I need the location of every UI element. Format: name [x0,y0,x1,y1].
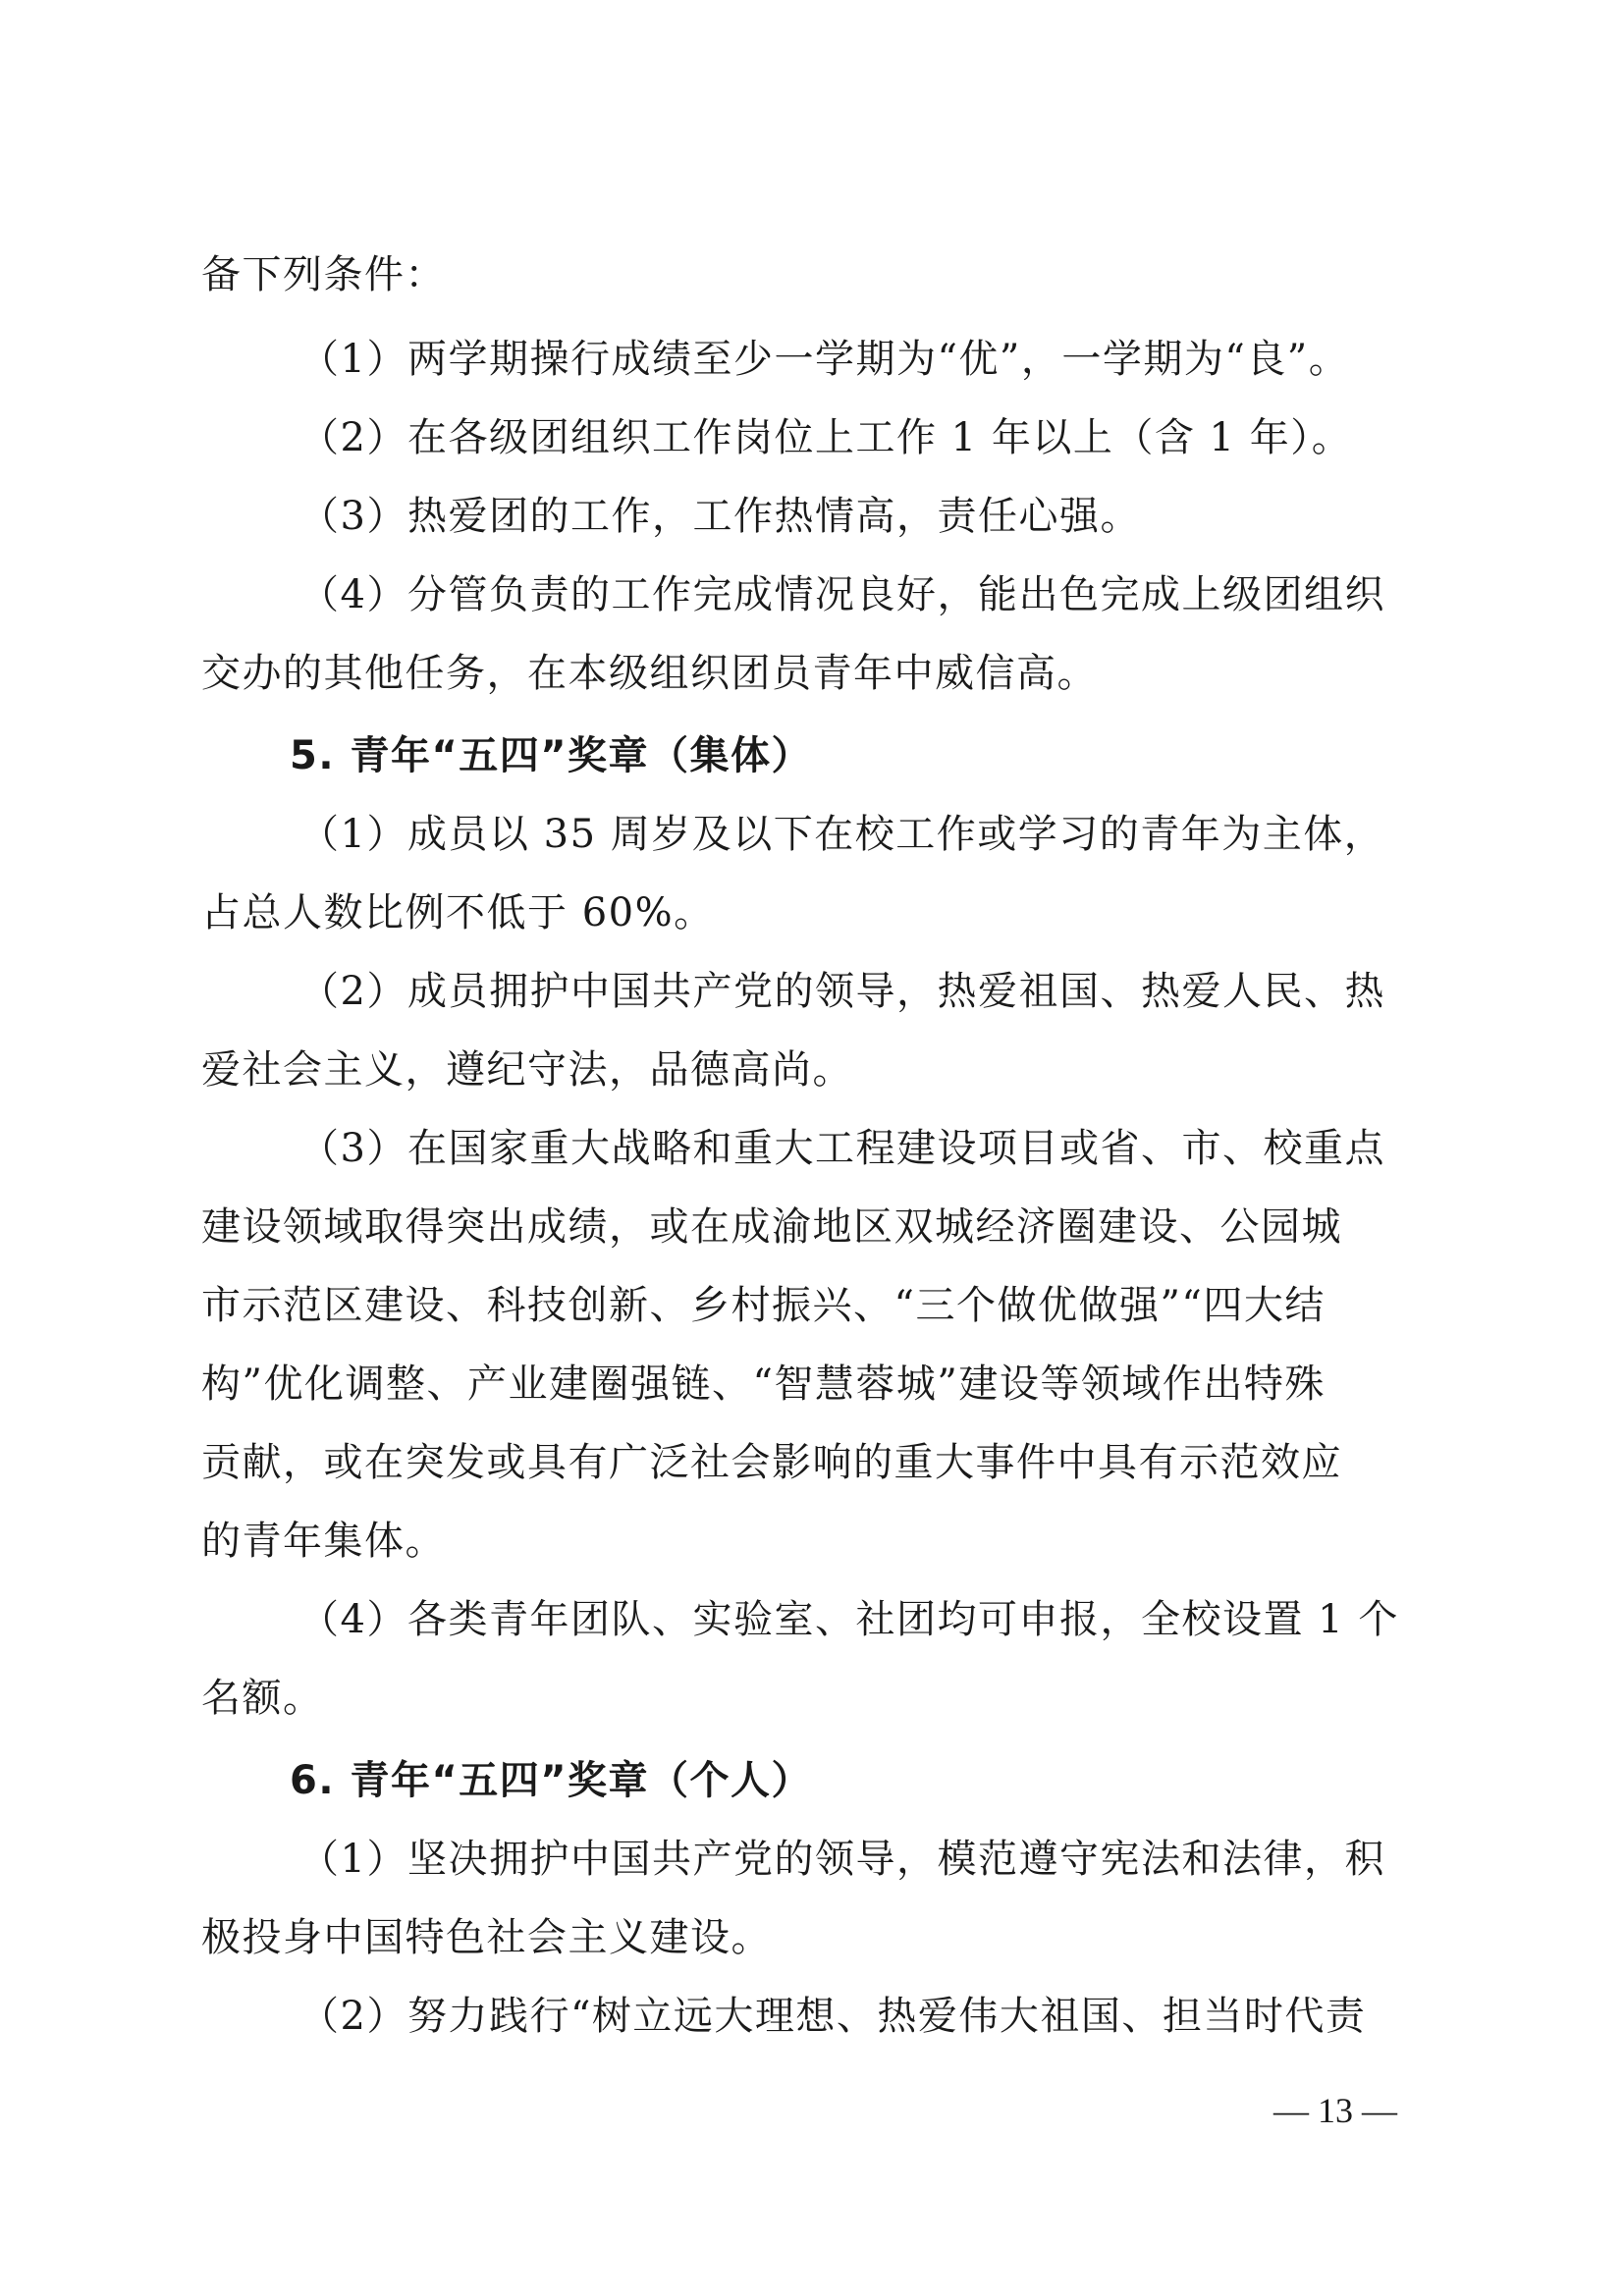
body-line-19: 名额。 [201,1676,324,1721]
body-line-21: （1）坚决拥护中国共产党的领导，模范遵守宪法和法律，积 [299,1837,1385,1882]
body-line-23: （2）努力践行“树立远大理想、热爱伟大祖国、担当时代责 [299,1994,1367,2039]
body-line-6: 交办的其他任务，在本级组织团员青年中威信高。 [201,651,1098,696]
section-heading-5: 5. 青年“五四”奖章（集体） [290,733,813,778]
body-line-11: 爱社会主义，遵纪守法，品德高尚。 [201,1047,853,1093]
body-line-14: 市示范区建设、科技创新、乡村振兴、“三个做优做强”“四大结 [201,1283,1326,1328]
body-line-9: 占总人数比例不低于 60%。 [201,890,715,935]
body-line-15: 构”优化调整、产业建圈强链、“智慧蓉城”建设等领域作出特殊 [201,1362,1326,1407]
body-line-16: 贡献，或在突发或具有广泛社会影响的重大事件中具有示范效应 [201,1440,1342,1485]
body-line-4: （3）热爱团的工作，工作热情高，责任心强。 [299,494,1141,539]
body-line-13: 建设领域取得突出成绩，或在成渝地区双城经济圈建设、公园城 [201,1204,1342,1250]
body-line-2: （1）两学期操行成绩至少一学期为“优”，一学期为“良”。 [299,337,1350,382]
body-line-10: （2）成员拥护中国共产党的领导，热爱祖国、热爱人民、热 [299,969,1385,1014]
body-line-17: 的青年集体。 [201,1519,446,1564]
body-line-3: （2）在各级团组织工作岗位上工作 1 年以上（含 1 年）。 [299,415,1353,460]
body-line-1: 备下列条件： [201,252,446,297]
body-line-18: （4）各类青年团队、实验室、社团均可申报，全校设置 1 个 [299,1597,1399,1642]
page-number: — 13 — [1273,2091,1397,2130]
body-line-8: （1）成员以 35 周岁及以下在校工作或学习的青年为主体， [299,812,1385,857]
section-heading-6: 6. 青年“五四”奖章（个人） [290,1758,813,1803]
body-line-22: 极投身中国特色社会主义建设。 [201,1915,772,1960]
body-line-12: （3）在国家重大战略和重大工程建设项目或省、市、校重点 [299,1126,1385,1171]
body-line-5: （4）分管负责的工作完成情况良好，能出色完成上级团组织 [299,572,1385,617]
